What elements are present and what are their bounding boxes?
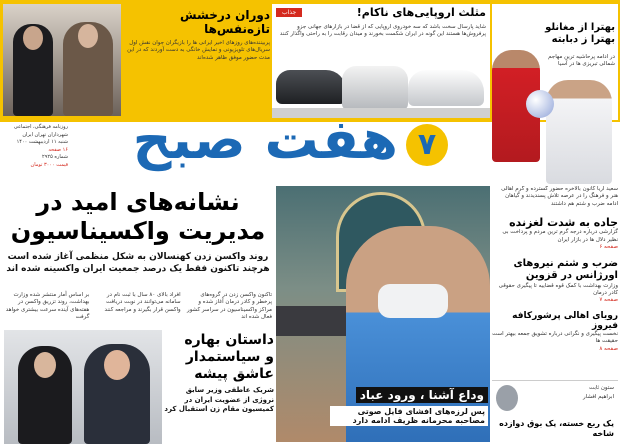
actors-photo	[3, 4, 121, 116]
top-left-story	[122, 8, 270, 118]
author-label: ستون ثابت	[588, 385, 614, 391]
actor-face	[23, 26, 43, 50]
top-left-headline: دوران درخشش تازه‌نفس‌ها	[180, 8, 270, 36]
bottom-left-story	[164, 332, 274, 444]
top-middle-story	[272, 4, 490, 118]
info-line: قیمت ۳۰۰۰ تومان	[30, 161, 68, 168]
right-story-headline: جاده به شدت لغزنده	[509, 216, 618, 230]
caption-headline: وداع آشنا ، ورود عباد	[356, 387, 488, 403]
football-player-2	[546, 80, 612, 184]
main-headline-line-1: نشانه‌های امید در	[36, 188, 240, 216]
right-story	[492, 216, 618, 251]
bottom-left-headline-1: داستان بهاره	[184, 332, 274, 348]
top-middle-headline: مثلث اروپایی‌های ناکام!	[356, 6, 486, 19]
car-1	[276, 70, 346, 104]
logo	[132, 108, 450, 184]
man-mask	[378, 284, 448, 318]
top-right-headline: بهترا از مغانلو بهترا ز دبابته	[545, 22, 615, 45]
right-intro: سعید آریا کانون بالاخره حضور گسترده و گرم اهالی هنر و فرهنگ را در عرصه تلاش پسندیدند و گیاهان ادامه ضرب و شتم هم داشتند	[501, 186, 618, 207]
info-line: شنبه ۱۱ اردیبهشت ۱۴۰۰	[16, 139, 68, 145]
main-story	[4, 188, 272, 328]
info-line: شهرداران تهران ایران	[22, 131, 68, 138]
actress-face	[78, 24, 98, 48]
woman-face	[34, 352, 56, 378]
right-story-ref[interactable]: صفحه ۸	[599, 345, 618, 352]
right-story-body: گزارشی درباره درجه گرم ترین مردم و پرداخت بی نظیر دلال ها در بازار ایران	[502, 229, 618, 243]
main-sub-1: روند واکسن زدن کهنسالان به شکل منظمی آغاز شده است	[7, 251, 269, 262]
right-story-body: وزارت بهداشت با کمک قوه قضاییه تا پیگیری حقوقی کادر درمان	[498, 282, 618, 296]
top-middle-body: شاید پارسال سخت باشد که سه خودروی اروپایی که از قضا در بازارهای جهانی جزو پرفروش‌ها هستند این گونه در ایران شکست بخورند و میدان رقابت را به راحتی واگذار کنند	[279, 24, 486, 38]
bottom-left-headline-2: و سیاستمدار	[185, 348, 274, 365]
car-2	[342, 66, 408, 110]
right-story	[492, 258, 618, 305]
info-line: شماره ۲۹۲۵	[42, 154, 68, 160]
masthead-info	[6, 124, 68, 190]
bottom-left-headline-3: عاشق پیشه	[194, 365, 274, 382]
football-ball	[526, 90, 554, 118]
bottom-left-body: شریک عاطفی وزیر سابق نروژی از عضویت ایران در کمیسیون مقام زن استقبال کرد	[164, 386, 274, 414]
man-face	[104, 350, 130, 380]
info-line: روزنامه فرهنگی، اجتماعی	[13, 124, 68, 130]
right-story-ref[interactable]: صفحه ۷	[599, 297, 618, 304]
author-name: ابراهیم افشار	[583, 394, 614, 400]
caption-sub: پس لرزه‌های افشای فایل صوتی مصاحبه محرمانه ظریف ادامه دارد	[330, 406, 488, 426]
right-story-headline: ضرب و شتم نیروهای اورژانس در قزوین	[513, 257, 618, 282]
right-story-ref[interactable]: صفحه ۶	[599, 244, 618, 251]
main-headline-line-2: مدیریت واکسیناسیون	[10, 216, 266, 245]
car-3	[408, 70, 484, 106]
photo-caption	[330, 384, 488, 440]
bottom-right-story	[492, 380, 618, 444]
info-line: ۱۶ صفحه	[48, 146, 68, 153]
tag-badge: جذاب	[276, 8, 302, 17]
bottom-left-photo	[4, 330, 162, 444]
logo-text: هفت صبح	[132, 108, 398, 171]
right-column	[492, 186, 618, 376]
main-column: بر اساس آمار منتشر شده وزارت بهداشت، روند تزریق واکسن در هفته‌های آینده سرعت بیشتری خواهد گرفت	[5, 292, 90, 321]
author-avatar	[496, 385, 518, 411]
main-columns	[4, 292, 272, 328]
main-column: افراد بالای ۸۰ سال با ثبت نام در سامانه می‌توانند در نوبت دریافت واکسن قرار بگیرند و مراجعه کنند	[104, 292, 181, 313]
main-column: تاکنون واکسن زدن در گروه‌های پرخطر و کادر درمان آغاز شده و مراکز واکسیناسیون در سراسر کشور فعال شده اند	[187, 292, 272, 321]
top-right-body: در ادامه پرحاشیه ترین مهاجم شمالی تبریزی ها در آسیا	[548, 54, 615, 68]
right-story-headline: رویای اهالی پرشورکافه فیروز	[512, 310, 618, 331]
bottom-right-headline: یک ربع خسته، یک بوق دوازده شاخه	[499, 419, 614, 439]
main-sub-2: هرچند تاکنون فقط یک درصد جمعیت ایران واکسینه شده اند	[6, 263, 270, 274]
top-left-body: پربیننده‌های روزهای اخیر ایرانی ها را بازیگران جوان نقش اول سریال‌های تلویزیونی و نمایش خانگی به دست آوردند که در این مدت حضور موفق ظاهر شده‌اند	[127, 40, 270, 61]
right-story-body: نخست پیگیری و نگرانی درباره تشویق جمعه بیهتر است حقیقت ها	[492, 330, 618, 345]
logo-seven: ۷	[406, 124, 448, 166]
right-story	[492, 311, 618, 353]
